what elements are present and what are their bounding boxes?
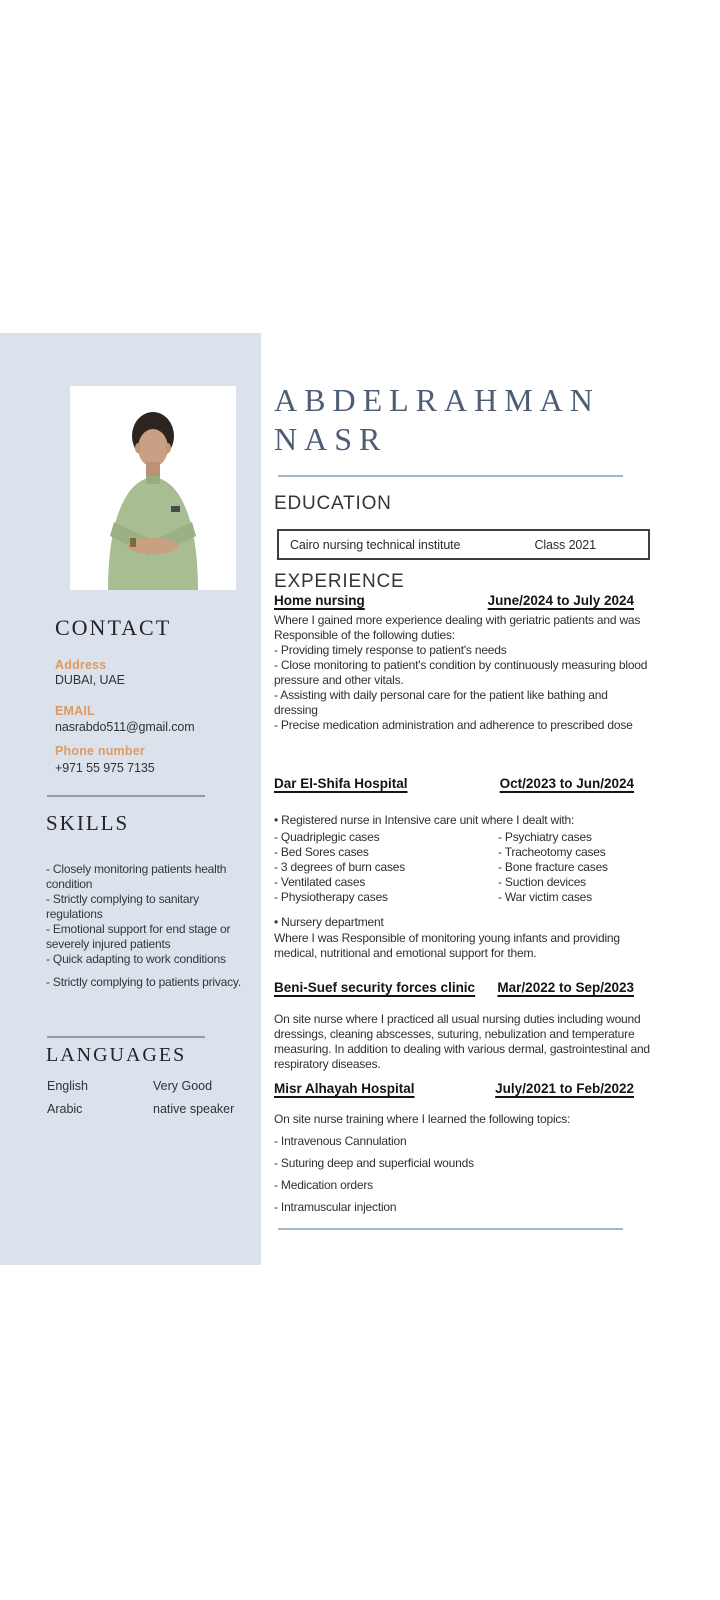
language-row-name: Arabic	[47, 1102, 83, 1116]
cases-right-column	[498, 830, 652, 905]
address-value: DUBAI, UAE	[55, 673, 125, 687]
email-value: nasrabdo511@gmail.com	[55, 720, 195, 734]
portrait-illustration	[70, 386, 236, 590]
nursery-description: Where I was Responsible of monitoring young infants and providing medical, nutritional and emotional support for them.	[274, 931, 620, 960]
job-title: Beni-Suef security forces clinic	[274, 980, 476, 995]
case-item: - War victim cases	[498, 890, 592, 904]
nursery-bullet: • Nursery department	[274, 915, 384, 929]
topic-item: - Suturing deep and superficial wounds	[274, 1156, 474, 1170]
profile-photo	[70, 386, 236, 590]
job-description	[274, 613, 652, 733]
person-name	[274, 381, 652, 459]
skill-item: - Closely monitoring patients health condition	[46, 862, 227, 891]
email-label: EMAIL	[55, 704, 95, 718]
job-description: On site nurse where I practiced all usual nursing duties including wound dressings, cleaning abscesses, suturing, nebulization and temperature measuring. In addition to dealing with various dermal, gastrointestinal and respiratory diseases.	[274, 1012, 650, 1071]
topic-item: - Intravenous Cannulation	[274, 1134, 407, 1148]
job-dates: June/2024 to July 2024	[487, 593, 634, 608]
skill-item: - Strictly complying to sanitary regulations	[46, 892, 199, 921]
language-row	[47, 1079, 261, 1093]
topic-item: - Intramuscular injection	[274, 1200, 397, 1214]
sidebar-divider-2	[47, 1036, 205, 1038]
skill-item: - Quick adapting to work conditions	[46, 952, 226, 966]
language-row	[47, 1102, 261, 1116]
job-header-misr-alhayah	[274, 1081, 634, 1096]
education-class-year: Class 2021	[534, 537, 596, 552]
language-row-name: English	[47, 1079, 88, 1093]
languages-list	[47, 1079, 261, 1116]
sidebar	[0, 333, 261, 1265]
education-school: Cairo nursing technical institute	[290, 537, 461, 552]
case-item: - 3 degrees of burn cases	[274, 860, 406, 874]
contact-heading: CONTACT	[55, 615, 172, 640]
topic-item: - Medication orders	[274, 1178, 373, 1192]
job-dates: July/2021 to Feb/2022	[495, 1081, 634, 1096]
header-rule	[278, 475, 623, 477]
footer-rule	[278, 1228, 623, 1230]
case-item: - Tracheotomy cases	[498, 845, 606, 859]
job-desc-line: - Assisting with daily personal care for the patient like bathing and dressing	[274, 688, 608, 717]
case-item: - Ventilated cases	[274, 875, 366, 889]
phone-value: +971 55 975 7135	[55, 761, 155, 775]
case-item: - Physiotherapy cases	[274, 890, 388, 904]
name-line-1: ABDELRAHMAN	[274, 382, 600, 418]
languages-heading: LANGUAGES	[46, 1044, 187, 1066]
language-row-level: native speaker	[153, 1102, 235, 1116]
case-columns	[274, 830, 652, 905]
skills-list	[46, 862, 241, 990]
sidebar-divider	[47, 795, 205, 797]
job-header-dar-el-shifa	[274, 776, 634, 791]
job-header-home-nursing	[274, 593, 634, 608]
training-topics	[274, 1134, 652, 1215]
experience-heading: EXPERIENCE	[274, 571, 405, 592]
skill-item: - Strictly complying to patients privacy.	[46, 975, 241, 989]
job-title: Misr Alhayah Hospital	[274, 1081, 415, 1096]
skill-item: - Emotional support for end stage or severely injured patients	[46, 922, 231, 951]
education-box	[277, 529, 650, 560]
job-desc-line: Where I gained more experience dealing with geriatric patients and was Responsible of the following duties:	[274, 613, 641, 642]
language-row-level: Very Good	[153, 1079, 213, 1093]
case-item: - Suction devices	[498, 875, 586, 889]
phone-label: Phone number	[55, 744, 145, 758]
name-line-2: NASR	[274, 421, 388, 457]
job-desc-line: - Precise medication administration and adherence to prescribed dose	[274, 718, 633, 732]
main-column	[274, 381, 652, 1230]
job-desc-line: - Close monitoring to patient's condition by continuously measuring blood pressure and other vitals.	[274, 658, 648, 687]
job-desc-line: - Providing timely response to patient's needs	[274, 643, 507, 657]
skills-heading: SKILLS	[46, 811, 130, 835]
sidebar-content	[0, 615, 261, 1125]
job-header-beni-suef	[274, 980, 634, 995]
job-title: Home nursing	[274, 593, 365, 608]
icu-bullet: • Registered nurse in Intensive care unit where I dealt with:	[274, 813, 575, 827]
education-heading: EDUCATION	[274, 493, 392, 514]
job-dates: Oct/2023 to Jun/2024	[499, 776, 634, 791]
case-item: - Quadriplegic cases	[274, 830, 380, 844]
address-label: Address	[55, 658, 107, 672]
case-item: - Bed Sores cases	[274, 845, 369, 859]
cases-left-column	[274, 830, 498, 905]
training-intro: On site nurse training where I learned the following topics:	[274, 1112, 571, 1126]
case-item: - Psychiatry cases	[498, 830, 592, 844]
case-item: - Bone fracture cases	[498, 860, 608, 874]
job-title: Dar El-Shifa Hospital	[274, 776, 408, 791]
job-dates: Mar/2022 to Sep/2023	[497, 980, 634, 995]
